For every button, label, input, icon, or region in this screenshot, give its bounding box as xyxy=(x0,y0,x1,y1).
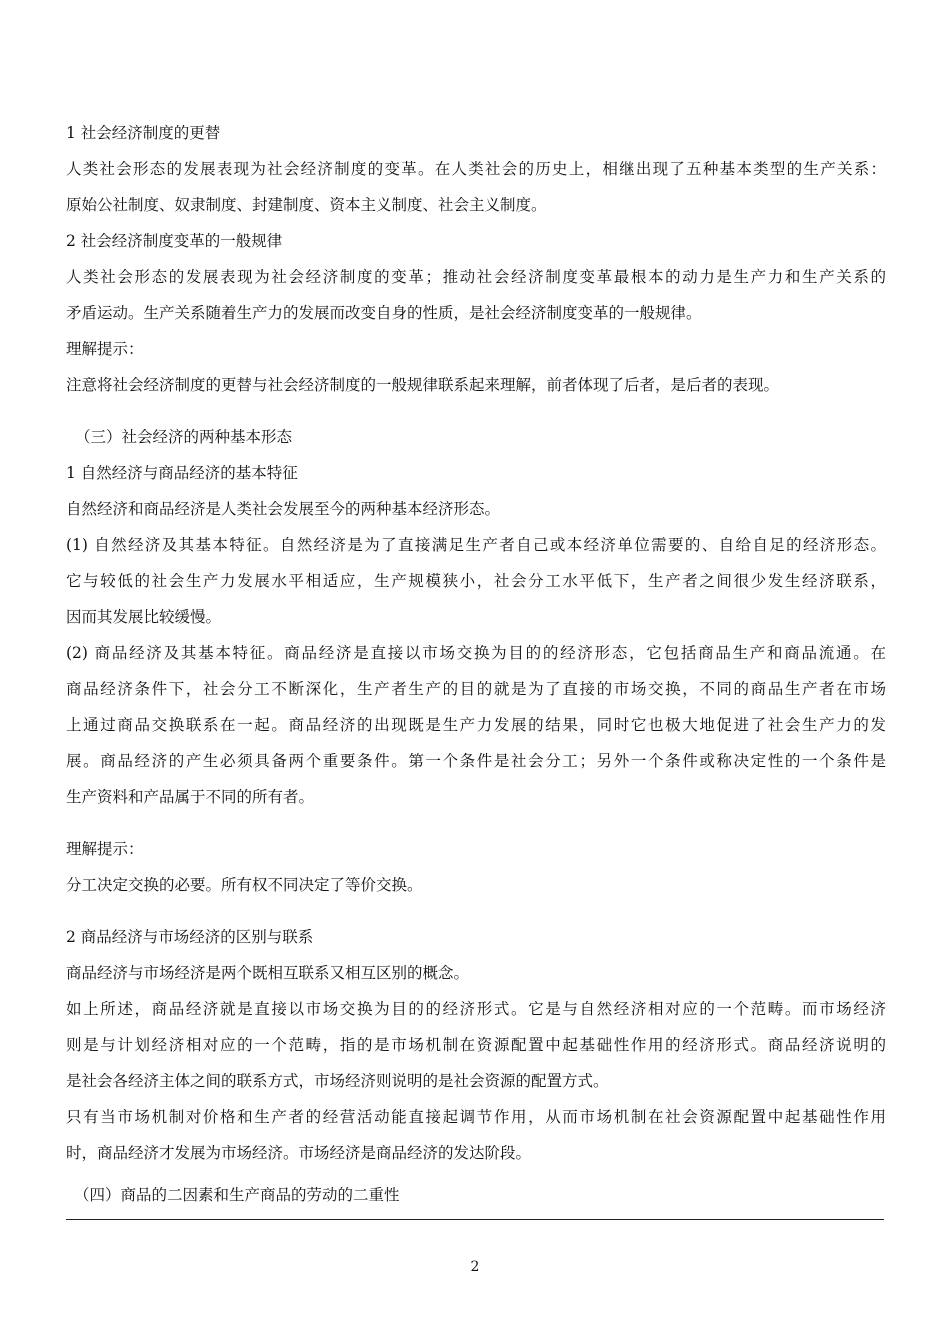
paragraph-line: 商品经济条件下，社会分工不断深化，生产者生产的目的就是为了直接的市场交换，不同的商品生产者在市场 xyxy=(66,680,886,698)
horizontal-divider xyxy=(66,1219,884,1220)
tip-label: 理解提示： xyxy=(66,840,144,858)
paragraph-line: 人类社会形态的发展表现为社会经济制度的变革。在人类社会的历史上，相继出现了五种基本类型的生产关系： xyxy=(66,160,886,178)
paragraph-line: (1) 自然经济及其基本特征。自然经济是为了直接满足生产者自己或本经济单位需要的、自给自足的经济形态。 xyxy=(66,536,886,554)
subsection-title: （三）社会经济的两种基本形态 xyxy=(75,428,293,446)
subsection-title: （四）商品的二因素和生产商品的劳动的二重性 xyxy=(74,1186,400,1204)
paragraph-line: 展。商品经济的产生必须具备两个重要条件。第一个条件是社会分工；另外一个条件或称决定性的一个条件是 xyxy=(66,752,886,770)
paragraph-line: 因而其发展比较缓慢。 xyxy=(66,608,222,626)
paragraph-line: 上通过商品交换联系在一起。商品经济的出现既是生产力发展的结果，同时它也极大地促进了社会生产力的发 xyxy=(66,716,886,734)
paragraph-line: 只有当市场机制对价格和生产者的经营活动能直接起调节作用，从而市场机制在社会资源配置中起基础性作用 xyxy=(66,1108,886,1126)
section-heading: 1 自然经济与商品经济的基本特征 xyxy=(66,464,298,482)
paragraph-line: 原始公社制度、奴隶制度、封建制度、资本主义制度、社会主义制度。 xyxy=(66,196,547,214)
paragraph-line: 如上所述，商品经济就是直接以市场交换为目的的经济形式。它是与自然经济相对应的一个范畴。而市场经济 xyxy=(66,1000,886,1018)
section-heading: 1 社会经济制度的更替 xyxy=(66,124,221,142)
section-heading: 2 社会经济制度变革的一般规律 xyxy=(66,232,283,250)
paragraph-line: 人类社会形态的发展表现为社会经济制度的变革；推动社会经济制度变革最根本的动力是生产力和生产关系的 xyxy=(66,268,886,286)
page-number: 2 xyxy=(470,1259,480,1275)
paragraph-line: 是社会各经济主体之间的联系方式，市场经济则说明的是社会资源的配置方式。 xyxy=(66,1072,609,1090)
paragraph-line: 时，商品经济才发展为市场经济。市场经济是商品经济的发达阶段。 xyxy=(66,1144,532,1162)
paragraph-line: 矛盾运动。生产关系随着生产力的发展而改变自身的性质，是社会经济制度变革的一般规律。 xyxy=(66,304,702,322)
section-heading: 2 商品经济与市场经济的区别与联系 xyxy=(66,928,314,946)
tip-text: 分工决定交换的必要。所有权不同决定了等价交换。 xyxy=(66,876,423,894)
paragraph-line: 自然经济和商品经济是人类社会发展至今的两种基本经济形态。 xyxy=(66,500,501,518)
paragraph-line: 则是与计划经济相对应的一个范畴，指的是市场机制在资源配置中起基础性作用的经济形式。商品经济说明的 xyxy=(66,1036,886,1054)
paragraph-line: 生产资料和产品属于不同的所有者。 xyxy=(66,788,315,806)
tip-text: 注意将社会经济制度的更替与社会经济制度的一般规律联系起来理解，前者体现了后者，是后者的表现。 xyxy=(66,376,780,394)
document-body xyxy=(66,122,886,1206)
paragraph-line: 它与较低的社会生产力发展水平相适应，生产规模狭小，社会分工水平低下，生产者之间很少发生经济联系， xyxy=(66,572,886,590)
tip-label: 理解提示： xyxy=(66,340,144,358)
paragraph-line: 商品经济与市场经济是两个既相互联系又相互区别的概念。 xyxy=(66,964,470,982)
paragraph-line: (2) 商品经济及其基本特征。商品经济是直接以市场交换为目的的经济形态，它包括商品生产和商品流通。在 xyxy=(66,644,886,662)
